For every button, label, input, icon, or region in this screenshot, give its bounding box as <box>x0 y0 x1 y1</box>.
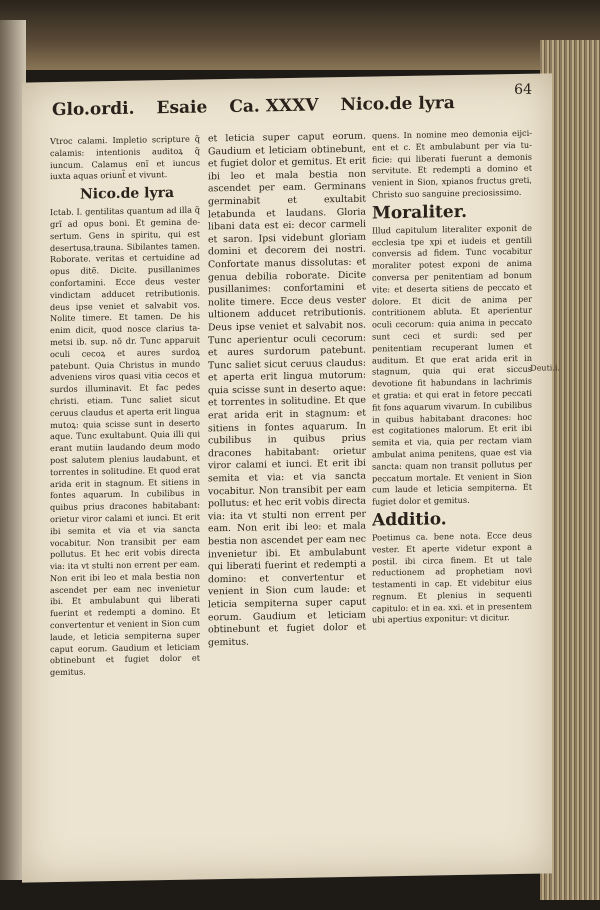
additio-heading: Additio. <box>372 509 447 531</box>
commentary-top-text: quens. In nomine meo demonia eijcient et c. Et ambulabunt per via tuficie: qui liberati fuerunt a demonis servitute. Et redempti a domino et venient in Sion, xpianos fructus greti, Christo suo sanguine preciosissimo. <box>372 127 532 200</box>
lyra-heading: Nico.de lyra <box>80 185 175 203</box>
folio-number: 64 <box>514 81 532 99</box>
gloss-top-text: Vtroc calami. Impletio scripture q̃ calamis: intentionis auditoꝝ q̃ iuncum. Calamus enĩ et iuncus iuxta aquas oriunt̃ et vivunt. <box>50 133 200 182</box>
chapter-label: Ca. XXXV <box>229 95 319 118</box>
biblical-text: et leticia super caput eorum. Gaudium et leticiam obtinebunt, et fugiet dolor et gemitus. Et erit ibi leo et mala bestia non ascendet per eam. Germinans germinabit et exultabit letabunda et laudans. Gloria libani data est ei: decor carmeli et saron. Ipsi videbunt gloriam domini et decorem dei nostri. Confortate manus dissolutas: et genua debilia roborate. Dicite pusillanimes: confortamini et nolite timere. Ecce deus vester ultionem adducet retributionis. Deus ipse veniet et salvabit nos. Tunc aperientur oculi cecorum: et aures surdorum patebunt. Tunc saliet sicut ceruus claudus: et aperta erit lingua mutorum: quia scisse sunt in deserto aque: et torrentes in solitudine. Et que erat arida erit in stagnum: et sitiens in fontes aquarum. In cubilibus in quibus prius dracones habitabant: orietur viror calami et iunci. Et erit ibi semita et via: et via sancta vocabitur. Non transibit per eam pollutus: et hec erit vobis directa via: ita vt stulti non errent per eam. Non erit ibi leo: et mala bestia non ascendet per eam nec invenietur ibi. Et ambulabunt qui liberati fuerint et redempti a domino: et convertentur et venient in Sion cum laude: et leticia sempiterna super caput eorum. Gaudium et leticiam obtinebunt et fugiet dolor et gemitus. <box>208 130 366 649</box>
running-header <box>52 81 532 128</box>
biblical-text-column <box>208 131 366 824</box>
book-page <box>22 73 560 882</box>
lyra-body-text: Ictab. I. gentilitas quantum ad illa q̃ grĩ ad opus boni. Et gemina desertum. Gens in spiritu, qui est desertusa,trauna. Sibilantes tamen. Roborate. veritas et certuidine ad opus ditẽ. Dicite. pusillanimes confortamini. Ecce deus vester vindictam adducet retributionis. deus ipse veniet et salvabit vos. Nolite timere. Et tamen. De his enim dicit, quod nosce clarius tametsi ib. sup. nõ dr. Tunc apparuit oculi cecoꝝ et aures surdoꝝ patebunt. Quia Christus in mundo adveniens viros quasi vitia cecos et surdos illuminavit. Et fac pedes christi. etiam. Tunc saliet sicut ceruus claudus et aperta erit lingua mutoꝝ: quia scisse sunt in deserto aque. Tunc exultabunt. Quia illi qui erant mutiin laudando deum modo post salutem plenius laudabunt, et torrentes in solitudine. Et quod erat arida erit in stagnum. Et sitiens in fontes aquarum. In cubilibus in quibus prius dracones habitabant: orietur viror calami et iunci. Et erit ibi semita et via et via sancta vocabitur. Non transibit per eam pollutus. Et hec erit vobis directa via: ita vt stulti non errent per eam. Non erit ibi leo et mala bestia non ascendet per eam nec invenietur ibi. Et ambulabunt qui liberati fuerint et redempti a domino. Et convertentur et venient in Sion cum laude, et leticia sempiterna super caput eorum. Gaudium et leticiam obtinebunt et fugiet dolor et gemitus. <box>50 204 200 678</box>
right-commentary-column <box>372 128 532 856</box>
gloss-label: Glo.ordi. <box>52 98 135 121</box>
moraliter-heading: Moraliter. <box>372 201 468 224</box>
book-top-edge <box>0 0 600 70</box>
moraliter-body-text: Illud capitulum literaliter exponit de ecclesia tpe xpi et iudeis et gentili conversis ad fidem. Tunc vocabitur moraliter potest exponi de anima conversa per penitentiam ad bonum vite: et deserta sitiens de peccato et dolore. Et dicit de anima per contritionem abluta. Et aperientur oculi cecorum: quia anima in peccato sunt ceci et surdi: sed per penitentiam recuperant lumen et auditum. Et que erat arida erit in stagnum, quia qui erat siccus devotione fit habundans in lachrimis et gratia: et qui erat in fetore peccati fit fons aquarum vivarum. In cubilibus in quibus habitabant dracones: hoc est cogitationes malorum. Et erit ibi semita et via, quia per rectam viam ambulat anima penitens, quae est via sancta: quam non transit pollutus per peccatum mortale. Et venient in Sion cum laude et leticia sempiterna. Et fugiet dolor et gemitus. <box>372 222 532 507</box>
commentary-label: Nico.de lyra <box>340 93 455 116</box>
left-gloss-column <box>50 134 200 862</box>
marginal-note: Deuti.i. <box>530 363 560 373</box>
book-label: Esaie <box>156 97 208 119</box>
additio-body-text: Poetimus ca. bene nota. Ecce deus vester. Et aperte videtur expont a postil. ibi circa finem. Et ut tale reductionem ad prophetiam novi testamenti in cap. Et videbitur eius regnum. Et plenius in sequenti capitulo: et in ea. xxi. et in presentem ubi apertius exponitur: vt dicitur. <box>372 529 532 626</box>
